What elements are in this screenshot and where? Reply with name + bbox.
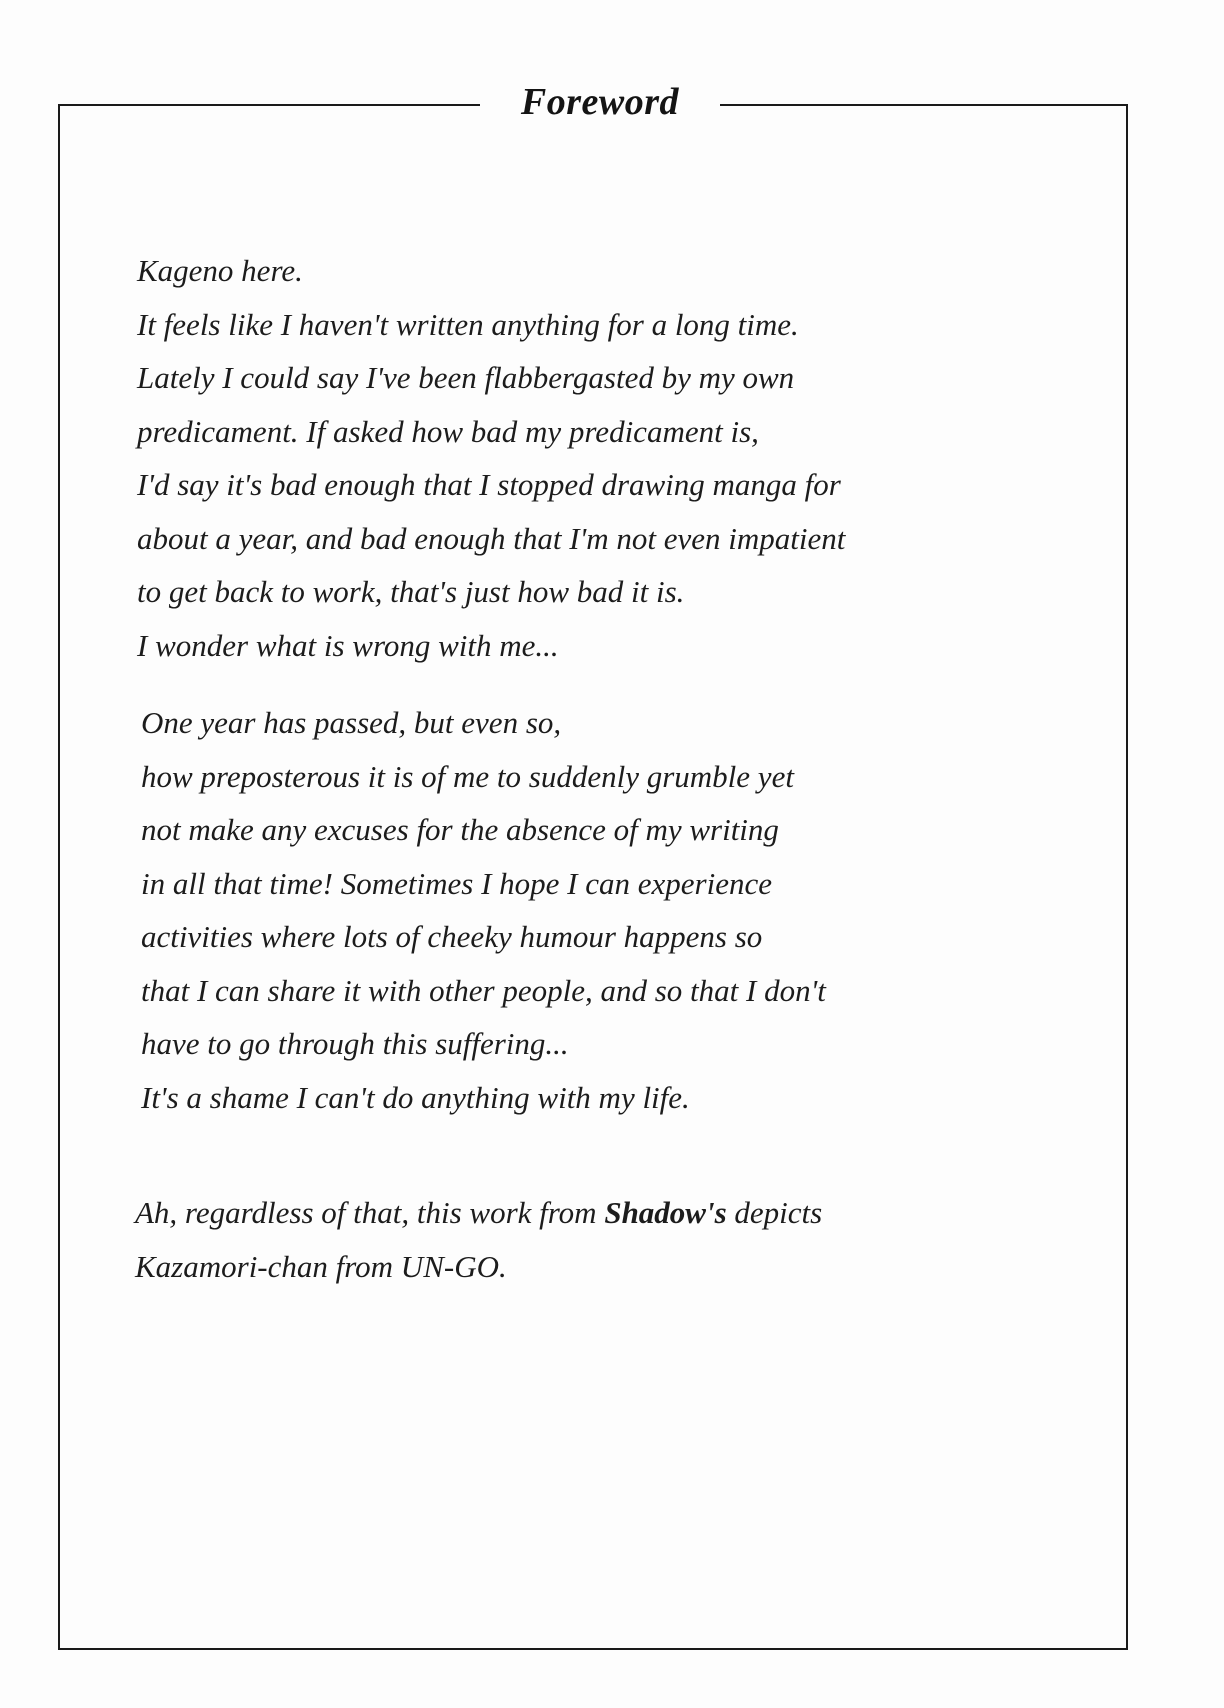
text-line: about a year, and bad enough that I'm not even impatient: [137, 520, 846, 556]
text-line: Kazamori-chan from UN-GO.: [135, 1248, 507, 1284]
text-line: It feels like I haven't written anything for a long time.: [137, 306, 799, 342]
text-line: One year has passed, but even so,: [141, 705, 562, 740]
text-line: I'd say it's bad enough that I stopped drawing manga for: [137, 467, 841, 502]
paragraph-2: [141, 696, 826, 1124]
paragraph-1: [137, 244, 845, 672]
text-line: to get back to work, that's just how bad it is.: [137, 574, 685, 609]
text-line: predicament. If asked how bad my predicament is,: [137, 413, 759, 449]
text-line: have to go through this suffering...: [141, 1026, 569, 1061]
text-line: I wonder what is wrong with me...: [137, 627, 559, 663]
text-segment: Ah, regardless of that, this work from: [135, 1195, 605, 1230]
text-line: how preposterous it is of me to suddenly grumble yet: [141, 758, 794, 794]
text-segment: depicts: [726, 1195, 823, 1230]
paragraph-3: [135, 1186, 822, 1293]
text-line: [135, 1186, 822, 1240]
text-line: It's a shame I can't do anything with my life.: [141, 1079, 690, 1115]
circle-name-bold: Shadow's: [604, 1195, 727, 1230]
text-line: not make any excuses for the absence of my writing: [141, 812, 779, 847]
page-title: Foreword: [480, 72, 720, 132]
text-line: Kageno here.: [137, 253, 303, 288]
text-line: activities where lots of cheeky humour happens so: [141, 919, 763, 954]
text-line: Lately I could say I've been flabbergasted by my own: [137, 360, 795, 395]
text-line: that I can share it with other people, and so that I don't: [141, 972, 826, 1008]
text-line: in all that time! Sometimes I hope I can experience: [141, 865, 772, 901]
